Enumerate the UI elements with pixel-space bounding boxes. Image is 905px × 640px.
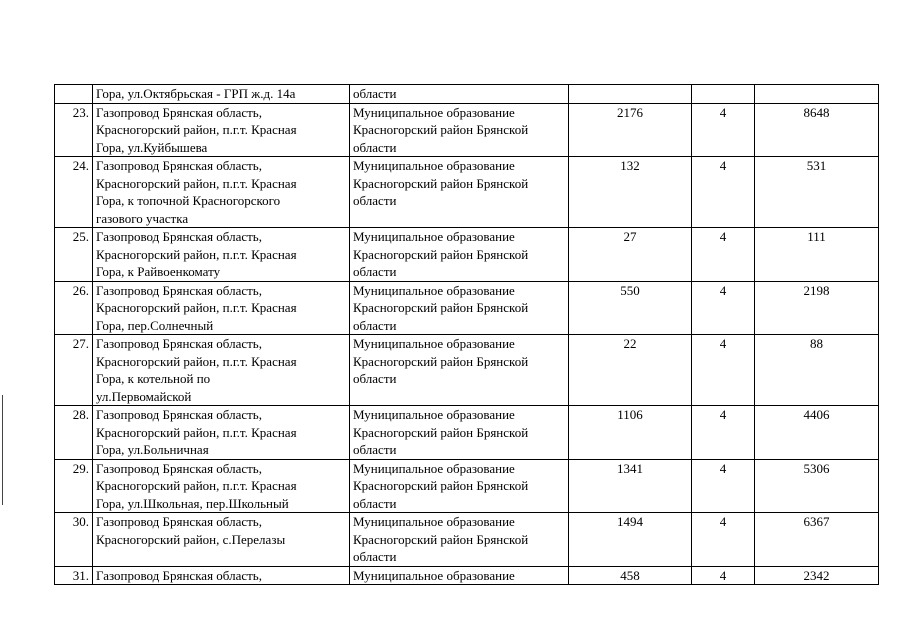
owner-line: области	[353, 549, 397, 564]
row-number-cell: 31.	[55, 566, 93, 585]
pipeline-name-line: Гора, ул.Больничная	[96, 442, 209, 457]
owner-line: области	[353, 139, 397, 155]
owner-line: Муниципальное образование	[353, 104, 515, 120]
length-cell: 1106	[569, 406, 692, 460]
table-row	[55, 566, 879, 585]
length-cell: 1341	[569, 459, 692, 513]
pipeline-name-line: газового участка	[96, 210, 189, 226]
pipeline-name-line: Красногорский район, п.г.т. Красная	[96, 353, 297, 369]
pipeline-name-line: Гора, к топочной Красногорского	[96, 193, 281, 208]
pipeline-name-line: Газопровод Брянская область,	[96, 229, 262, 244]
pipeline-name-line: Газопровод Брянская область,	[96, 158, 262, 173]
length-cell: 27	[569, 228, 692, 282]
length-cell: 458	[569, 566, 692, 585]
col5-cell: 4	[692, 566, 755, 585]
col5-cell	[692, 85, 755, 104]
pipeline-name-line: Газопровод Брянская область,	[96, 567, 262, 583]
pipeline-name-line: Газопровод Брянская область,	[96, 460, 262, 476]
owner-line: области	[353, 317, 397, 333]
continuation-row	[55, 85, 879, 104]
owner-line: Красногорский район Брянской	[353, 353, 529, 369]
owner-line: Красногорский район Брянской	[353, 300, 529, 315]
col6-cell: 8648	[755, 103, 879, 157]
row-number-cell: 27.	[55, 335, 93, 406]
col5-cell: 4	[692, 406, 755, 460]
owner-cell	[350, 157, 569, 228]
length-cell: 22	[569, 335, 692, 406]
owner-line: Красногорский район Брянской	[353, 531, 529, 547]
owner-line: Красногорский район Брянской	[353, 246, 529, 262]
pipeline-name-line: Газопровод Брянская область,	[96, 282, 262, 298]
length-cell: 550	[569, 281, 692, 335]
col6-cell: 5306	[755, 459, 879, 513]
row-number-cell: 26.	[55, 281, 93, 335]
pipeline-name-line: Газопровод Брянская область,	[96, 336, 262, 351]
pipeline-name-line: Гора, к Райвоенкомату	[96, 264, 221, 279]
table-row	[55, 459, 879, 513]
row-number-cell: 30.	[55, 513, 93, 567]
row-number-cell: 29.	[55, 459, 93, 513]
col5-cell: 4	[692, 513, 755, 567]
owner-line: области	[353, 442, 397, 457]
pipeline-name-line: ул.Первомайской	[96, 388, 192, 404]
owner-line: области	[353, 86, 397, 101]
pipeline-name-cell	[93, 103, 350, 157]
pipeline-name-line: Гора, ул.Октябрьская - ГРП ж.д. 14а	[96, 86, 296, 101]
length-cell	[569, 85, 692, 104]
owner-line: Муниципальное образование	[353, 567, 515, 583]
owner-cell	[350, 513, 569, 567]
owner-line: области	[353, 193, 397, 208]
col6-cell: 2198	[755, 281, 879, 335]
owner-line: Красногорский район Брянской	[353, 175, 529, 191]
col5-cell: 4	[692, 228, 755, 282]
owner-cell	[350, 406, 569, 460]
owner-line: Муниципальное образование	[353, 514, 515, 529]
pipeline-name-cell	[93, 459, 350, 513]
pipeline-name-line: Гора, пер.Солнечный	[96, 317, 214, 333]
owner-cell	[350, 103, 569, 157]
gas-pipeline-table	[54, 84, 879, 585]
col6-cell	[755, 85, 879, 104]
owner-line: Красногорский район Брянской	[353, 478, 529, 493]
table-row	[55, 281, 879, 335]
col6-cell: 111	[755, 228, 879, 282]
col6-cell: 6367	[755, 513, 879, 567]
col5-cell: 4	[692, 157, 755, 228]
pipeline-name-line: Красногорский район, с.Перелазы	[96, 531, 286, 547]
pipeline-name-cell	[93, 157, 350, 228]
row-number-cell	[55, 85, 93, 104]
col5-cell: 4	[692, 335, 755, 406]
pipeline-name-line: Газопровод Брянская область,	[96, 407, 262, 422]
pipeline-name-line: Газопровод Брянская область,	[96, 104, 262, 120]
owner-cell	[350, 281, 569, 335]
table-row	[55, 513, 879, 567]
pipeline-name-cell	[93, 228, 350, 282]
table-row	[55, 228, 879, 282]
pipeline-name-cell	[93, 513, 350, 567]
owner-line: Муниципальное образование	[353, 229, 515, 244]
pipeline-name-cell	[93, 335, 350, 406]
owner-line: Муниципальное образование	[353, 282, 515, 298]
length-cell: 132	[569, 157, 692, 228]
owner-line: Красногорский район Брянской	[353, 424, 529, 440]
pipeline-name-line: Красногорский район, п.г.т. Красная	[96, 122, 297, 137]
length-cell: 2176	[569, 103, 692, 157]
table-row	[55, 157, 879, 228]
table-row	[55, 103, 879, 157]
owner-cell	[350, 335, 569, 406]
col6-cell: 4406	[755, 406, 879, 460]
pipeline-name-line: Газопровод Брянская область,	[96, 514, 262, 529]
pipeline-name-line: Красногорский район, п.г.т. Красная	[96, 424, 297, 440]
col6-cell: 531	[755, 157, 879, 228]
pipeline-name-cell	[93, 85, 350, 104]
owner-line: Красногорский район Брянской	[353, 122, 529, 137]
col6-cell: 88	[755, 335, 879, 406]
row-number-cell: 23.	[55, 103, 93, 157]
pipeline-name-cell	[93, 406, 350, 460]
row-number-cell: 25.	[55, 228, 93, 282]
col5-cell: 4	[692, 459, 755, 513]
col6-cell: 2342	[755, 566, 879, 585]
table-body	[55, 103, 879, 585]
pipeline-name-cell	[93, 566, 350, 585]
table-row	[55, 335, 879, 406]
owner-cell	[350, 459, 569, 513]
owner-line: области	[353, 495, 397, 511]
col5-cell: 4	[692, 103, 755, 157]
table-row	[55, 406, 879, 460]
pipeline-name-line: Гора, ул.Куйбышева	[96, 139, 208, 155]
pipeline-name-line: Красногорский район, п.г.т. Красная	[96, 246, 297, 262]
pipeline-name-line: Красногорский район, п.г.т. Красная	[96, 300, 297, 315]
owner-cell	[350, 228, 569, 282]
col5-cell: 4	[692, 281, 755, 335]
pipeline-name-line: Красногорский район, п.г.т. Красная	[96, 478, 297, 493]
owner-line: области	[353, 371, 397, 386]
owner-line: Муниципальное образование	[353, 407, 515, 422]
length-cell: 1494	[569, 513, 692, 567]
row-number-cell: 28.	[55, 406, 93, 460]
owner-line: Муниципальное образование	[353, 158, 515, 173]
pipeline-name-line: Гора, к котельной по	[96, 371, 211, 386]
pipeline-name-line: Красногорский район, п.г.т. Красная	[96, 175, 297, 191]
owner-cell	[350, 566, 569, 585]
owner-line: Муниципальное образование	[353, 460, 515, 476]
row-number-cell: 24.	[55, 157, 93, 228]
owner-cell	[350, 85, 569, 104]
scan-margin-line	[2, 395, 3, 505]
owner-line: Муниципальное образование	[353, 336, 515, 351]
pipeline-name-line: Гора, ул.Школьная, пер.Школьный	[96, 495, 289, 511]
owner-line: области	[353, 264, 397, 279]
pipeline-name-cell	[93, 281, 350, 335]
